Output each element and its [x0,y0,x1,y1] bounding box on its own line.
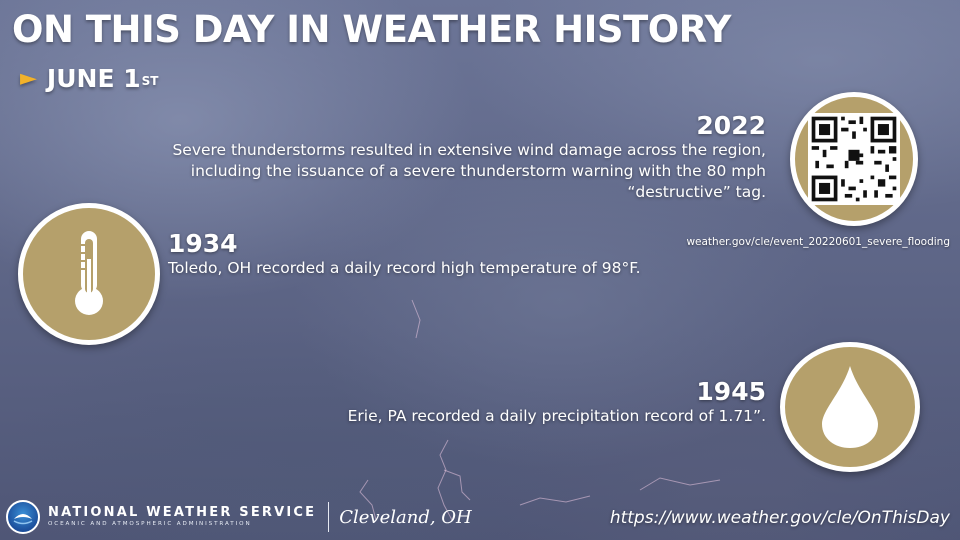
event-1945 [206,378,766,427]
thermometer-icon [69,229,109,319]
office-name: Cleveland, OH [339,506,472,528]
footer-divider [328,502,329,532]
nws-footer [6,500,472,534]
event-2022 [126,112,766,203]
event-year: 1934 [168,229,238,258]
date-suffix: ST [141,73,159,88]
raindrop-badge [780,342,920,472]
arrow-icon: ► [20,66,37,91]
event-description: Erie, PA recorded a daily precipitation record of 1.71”. [347,407,766,425]
date-text: JUNE 1 [46,64,141,93]
page-title: ON THIS DAY IN WEATHER HISTORY [12,8,731,51]
qr-code-icon[interactable] [808,113,900,205]
raindrop-icon [820,364,880,450]
agency-name: NATIONAL WEATHER SERVICE [48,505,317,521]
date-heading [20,64,158,93]
thermometer-badge [18,203,160,345]
noaa-logo-icon [6,500,40,534]
qr-code-badge[interactable] [790,92,918,226]
noaa-bird-icon [12,506,34,528]
event-year: 1945 [696,377,766,406]
qr-caption-link[interactable]: weather.gov/cle/event_20220601_severe_flooding [686,236,950,248]
event-year: 2022 [696,111,766,140]
agency-subtitle: OCEANIC AND ATMOSPHERIC ADMINISTRATION [48,521,252,528]
footer-url-link[interactable]: https://www.weather.gov/cle/OnThisDay [609,508,950,528]
event-description: Severe thunderstorms resulted in extensive wind damage across the region, including the issuance of a severe thunderstorm warning with the 80 mph “destructive” tag. [172,141,766,201]
event-1934 [168,230,768,279]
event-description: Toledo, OH recorded a daily record high temperature of 98°F. [168,259,641,277]
